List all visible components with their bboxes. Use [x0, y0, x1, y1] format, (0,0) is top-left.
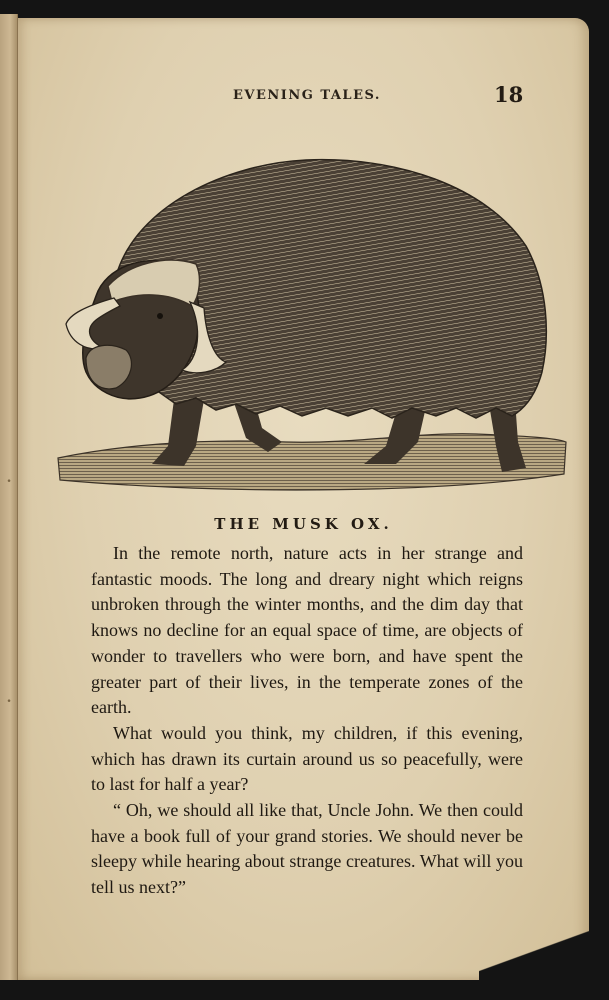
illustration-caption: THE MUSK OX.: [214, 515, 393, 533]
ground-shape: [58, 434, 566, 490]
running-head: EVENING TALES.: [233, 88, 381, 103]
book-page: [18, 18, 589, 980]
paragraph: “ Oh, we should all like that, Uncle John. We then could have a book full of your grand stories. We should never be sleepy while hearing about strange creatures. What will you tell us next?”: [91, 800, 523, 898]
paragraph: In the remote north, nature acts in her strange and fantastic moods. The long and dreary night which reigns unbroken through the winter months, and the dim day that knows no decline for an equal space of time, are objects of wonder to travellers who were born, and have spent the greater part of their lives, in the temperate zones of the earth.: [91, 543, 523, 718]
binding-stitch-icon: •: [6, 477, 12, 487]
binding-stitch-icon: •: [6, 697, 12, 707]
page-number: 18: [494, 82, 524, 107]
facing-page-edge: [0, 14, 18, 980]
musk-ox-engraving-icon: [56, 146, 568, 508]
eye-icon: [157, 313, 163, 319]
body-text: [91, 541, 523, 901]
paragraph: What would you think, my children, if this evening, which has drawn its curtain around us so peacefully, were to last for half a year?: [91, 722, 523, 795]
